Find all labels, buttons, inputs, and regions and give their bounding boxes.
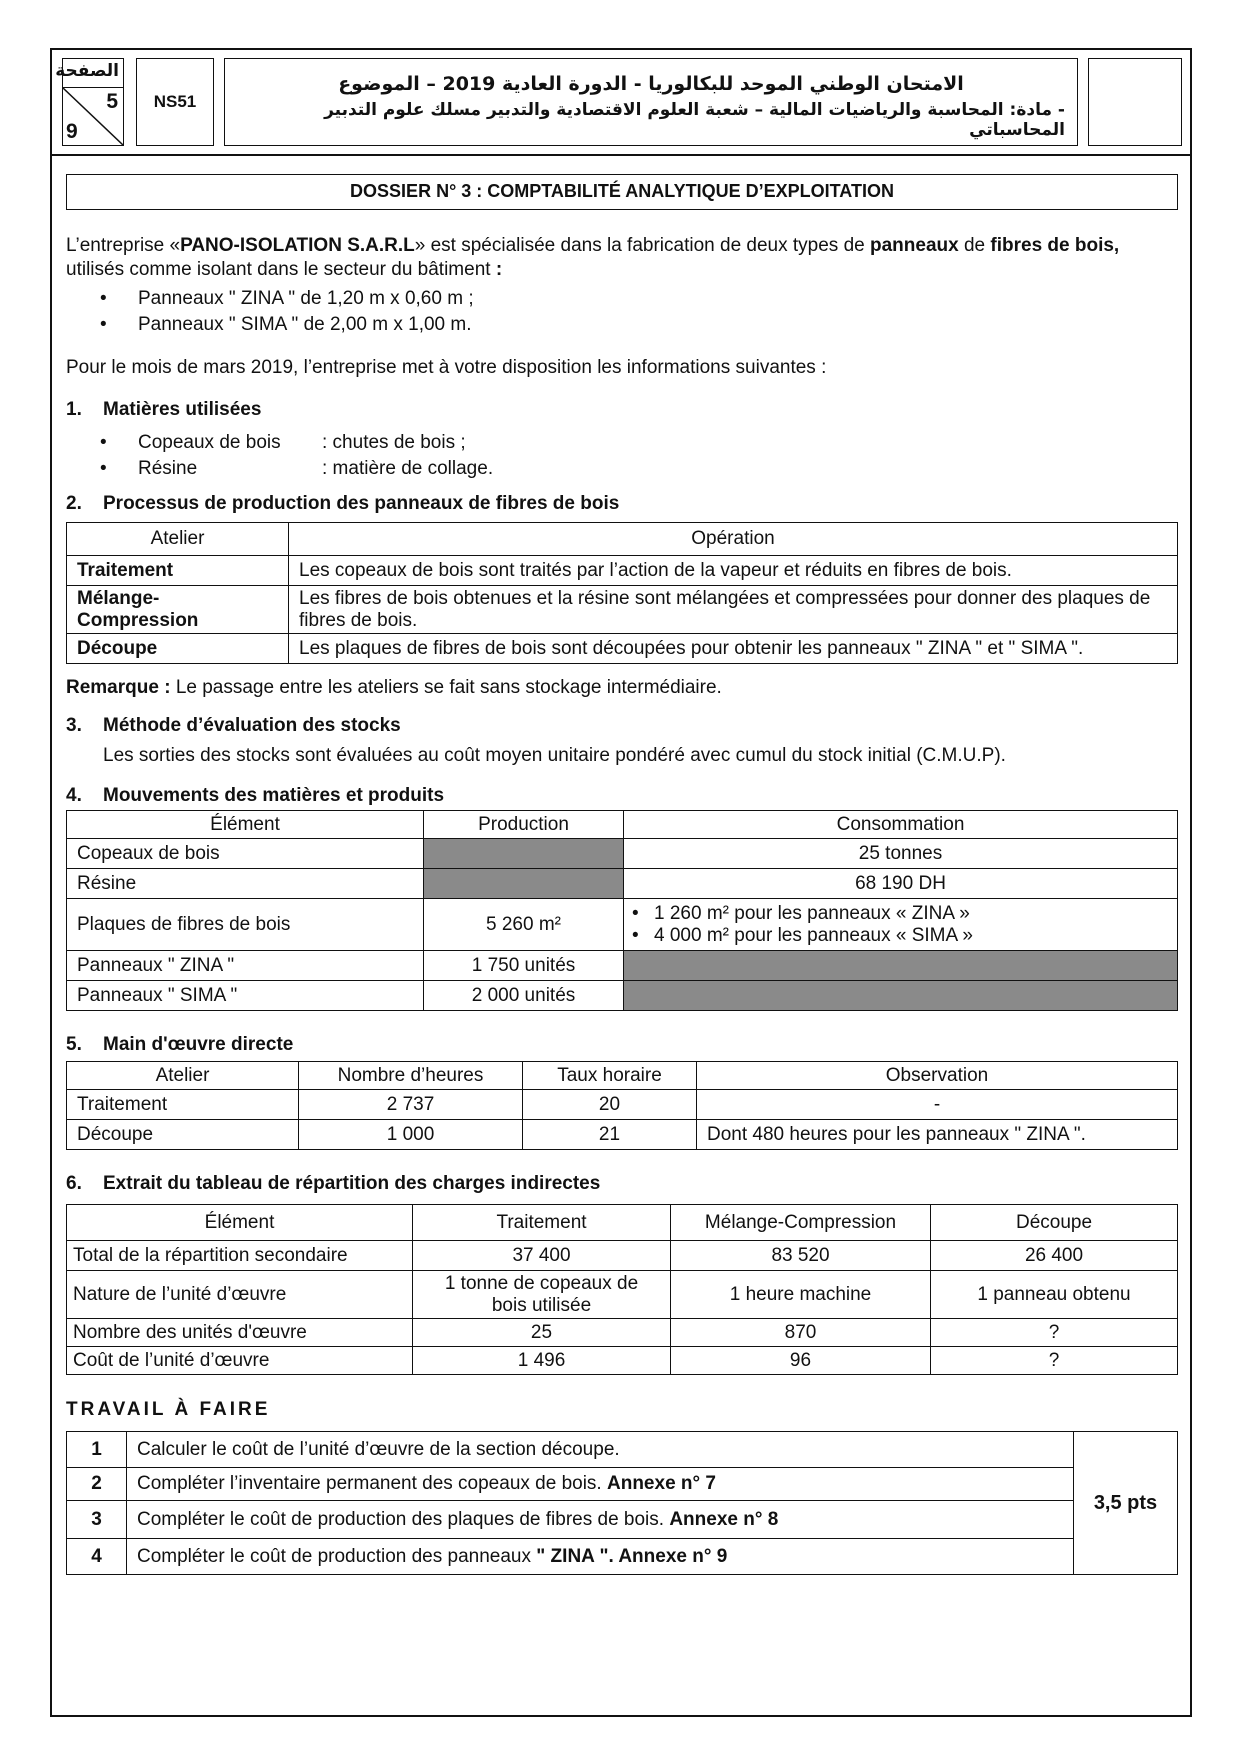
table-row: Nombre des unités d'œuvre 25 870 ? [67, 1319, 1178, 1347]
exam-title-line2: - مادة: المحاسبة والرياضيات المالية – شعبة العلوم الاقتصادية والتدبير مسلك علوم التدبير المحاسباتي [324, 100, 1065, 140]
table-header: Découpe [931, 1205, 1178, 1241]
table-header: Observation [697, 1062, 1178, 1090]
table-header: Élément [67, 1205, 413, 1241]
table-row: Nature de l’unité d’œuvre 1 tonne de copeaux de bois utilisée 1 heure machine 1 panneau obtenu [67, 1271, 1178, 1319]
section-4-title: 4. Mouvements des matières et produits [66, 785, 445, 806]
table-header: Consommation [624, 811, 1178, 839]
section-6-title: 6. Extrait du tableau de répartition des charges indirectes [66, 1173, 601, 1194]
section-2-title: 2. Processus de production des panneaux de fibres de bois [66, 493, 620, 514]
table-header: Taux horaire [523, 1062, 697, 1090]
process-table [66, 522, 1178, 664]
table-row: Coût de l’unité d’œuvre 1 496 96 ? [67, 1347, 1178, 1375]
travail-title: TRAVAIL À FAIRE [66, 1399, 271, 1420]
table-row: Découpe Les plaques de fibres de bois sont découpées pour obtenir les panneaux " ZINA " et " SIMA ". [67, 634, 1178, 664]
exam-title-box [224, 58, 1078, 146]
materials-list [138, 430, 1178, 482]
total-pages: 9 [66, 120, 78, 143]
dossier-title: DOSSIER N° 3 : COMPTABILITÉ ANALYTIQUE D’EXPLOITATION [66, 174, 1178, 210]
stock-method-text: Les sorties des stocks sont évaluées au coût moyen unitaire pondéré avec cumul du stock initial (C.M.U.P). [103, 745, 1006, 766]
table-row: Découpe 1 000 21 Dont 480 heures pour les panneaux " ZINA ". [67, 1120, 1178, 1150]
table-header: Nombre d’heures [299, 1062, 523, 1090]
section-1-title: 1. Matières utilisées [66, 399, 262, 420]
product-list [138, 286, 1178, 338]
page-number: 5 [106, 90, 118, 113]
page-label: الصفحة [55, 61, 119, 81]
table-row: Panneaux " SIMA " 2 000 unités [67, 981, 1178, 1011]
grading-box [1088, 58, 1182, 146]
points-cell: 3,5 pts [1074, 1432, 1178, 1575]
table-header: Élément [67, 811, 424, 839]
exam-header [52, 50, 1190, 156]
table-header: Atelier [67, 523, 289, 556]
table-row: 2 Compléter l’inventaire permanent des copeaux de bois. Annexe n° 7 [67, 1468, 1178, 1501]
tasks-table [66, 1431, 1178, 1575]
info-paragraph: Pour le mois de mars 2019, l’entreprise met à votre disposition les informations suivantes : [66, 357, 827, 378]
table-header: Traitement [413, 1205, 671, 1241]
exam-code: NS51 [136, 58, 214, 146]
table-row: Résine 68 190 DH [67, 869, 1178, 899]
table-header: Production [424, 811, 624, 839]
section-3-title: 3. Méthode d’évaluation des stocks [66, 715, 401, 736]
table-row: Panneaux " ZINA " 1 750 unités [67, 951, 1178, 981]
list-item: • 4 000 m² pour les panneaux « SIMA » [654, 925, 1177, 947]
table-row: 3 Compléter le coût de production des plaques de fibres de bois. Annexe n° 8 [67, 1501, 1178, 1539]
movements-table [66, 810, 1178, 1011]
company-name: PANO-ISOLATION S.A.R.L [180, 235, 415, 256]
table-row: Plaques de fibres de bois 5 260 m² • 1 260 m² pour les panneaux « ZINA » • 4 000 m² pour les panneaux « SIMA » [67, 899, 1178, 951]
labor-table [66, 1061, 1178, 1150]
table-header: Opération [289, 523, 1178, 556]
exam-page [50, 48, 1192, 1717]
section-5-title: 5. Main d'œuvre directe [66, 1034, 294, 1055]
list-item: • Copeaux de bois : chutes de bois ; [138, 430, 1178, 456]
intro-paragraph: L’entreprise «PANO-ISOLATION S.A.R.L» est spécialisée dans la fabrication de deux types de panneaux de fibres de bois, utilisés comme isolant dans le secteur du bâtiment : [66, 235, 1120, 280]
shaded-cell [424, 839, 624, 869]
table-row: Copeaux de bois 25 tonnes [67, 839, 1178, 869]
shaded-cell [424, 869, 624, 899]
exam-title-line1: الامتحان الوطني الموحد للبكالوريا - الدورة العادية 2019 – الموضوع [338, 73, 964, 95]
remark: Remarque : Le passage entre les ateliers se fait sans stockage intermédiaire. [66, 677, 722, 698]
shaded-cell [624, 951, 1178, 981]
table-header: Mélange-Compression [671, 1205, 931, 1241]
shaded-cell [624, 981, 1178, 1011]
table-row: Traitement Les copeaux de bois sont traités par l’action de la vapeur et réduits en fibres de bois. [67, 556, 1178, 586]
table-row: 1 Calculer le coût de l’unité d’œuvre de la section découpe. 3,5 pts [67, 1432, 1178, 1468]
list-item: • 1 260 m² pour les panneaux « ZINA » [654, 903, 1177, 925]
list-item: • Panneaux " ZINA " de 1,20 m x 0,60 m ; [138, 286, 1178, 312]
indirect-charges-table [66, 1204, 1178, 1375]
table-row: 4 Compléter le coût de production des panneaux " ZINA ". Annexe n° 9 [67, 1539, 1178, 1575]
table-row: Mélange- Compression Les fibres de bois obtenues et la résine sont mélangées et compressées pour donner des plaques de fibres de bois. [67, 586, 1178, 634]
table-row: Total de la répartition secondaire 37 400 83 520 26 400 [67, 1241, 1178, 1271]
table-row: Traitement 2 737 20 - [67, 1090, 1178, 1120]
page-number-box [55, 58, 124, 146]
table-header: Atelier [67, 1062, 299, 1090]
page-content [66, 174, 1178, 1575]
list-item: • Résine : matière de collage. [138, 456, 1178, 482]
list-item: • Panneaux " SIMA " de 2,00 m x 1,00 m. [138, 312, 1178, 338]
